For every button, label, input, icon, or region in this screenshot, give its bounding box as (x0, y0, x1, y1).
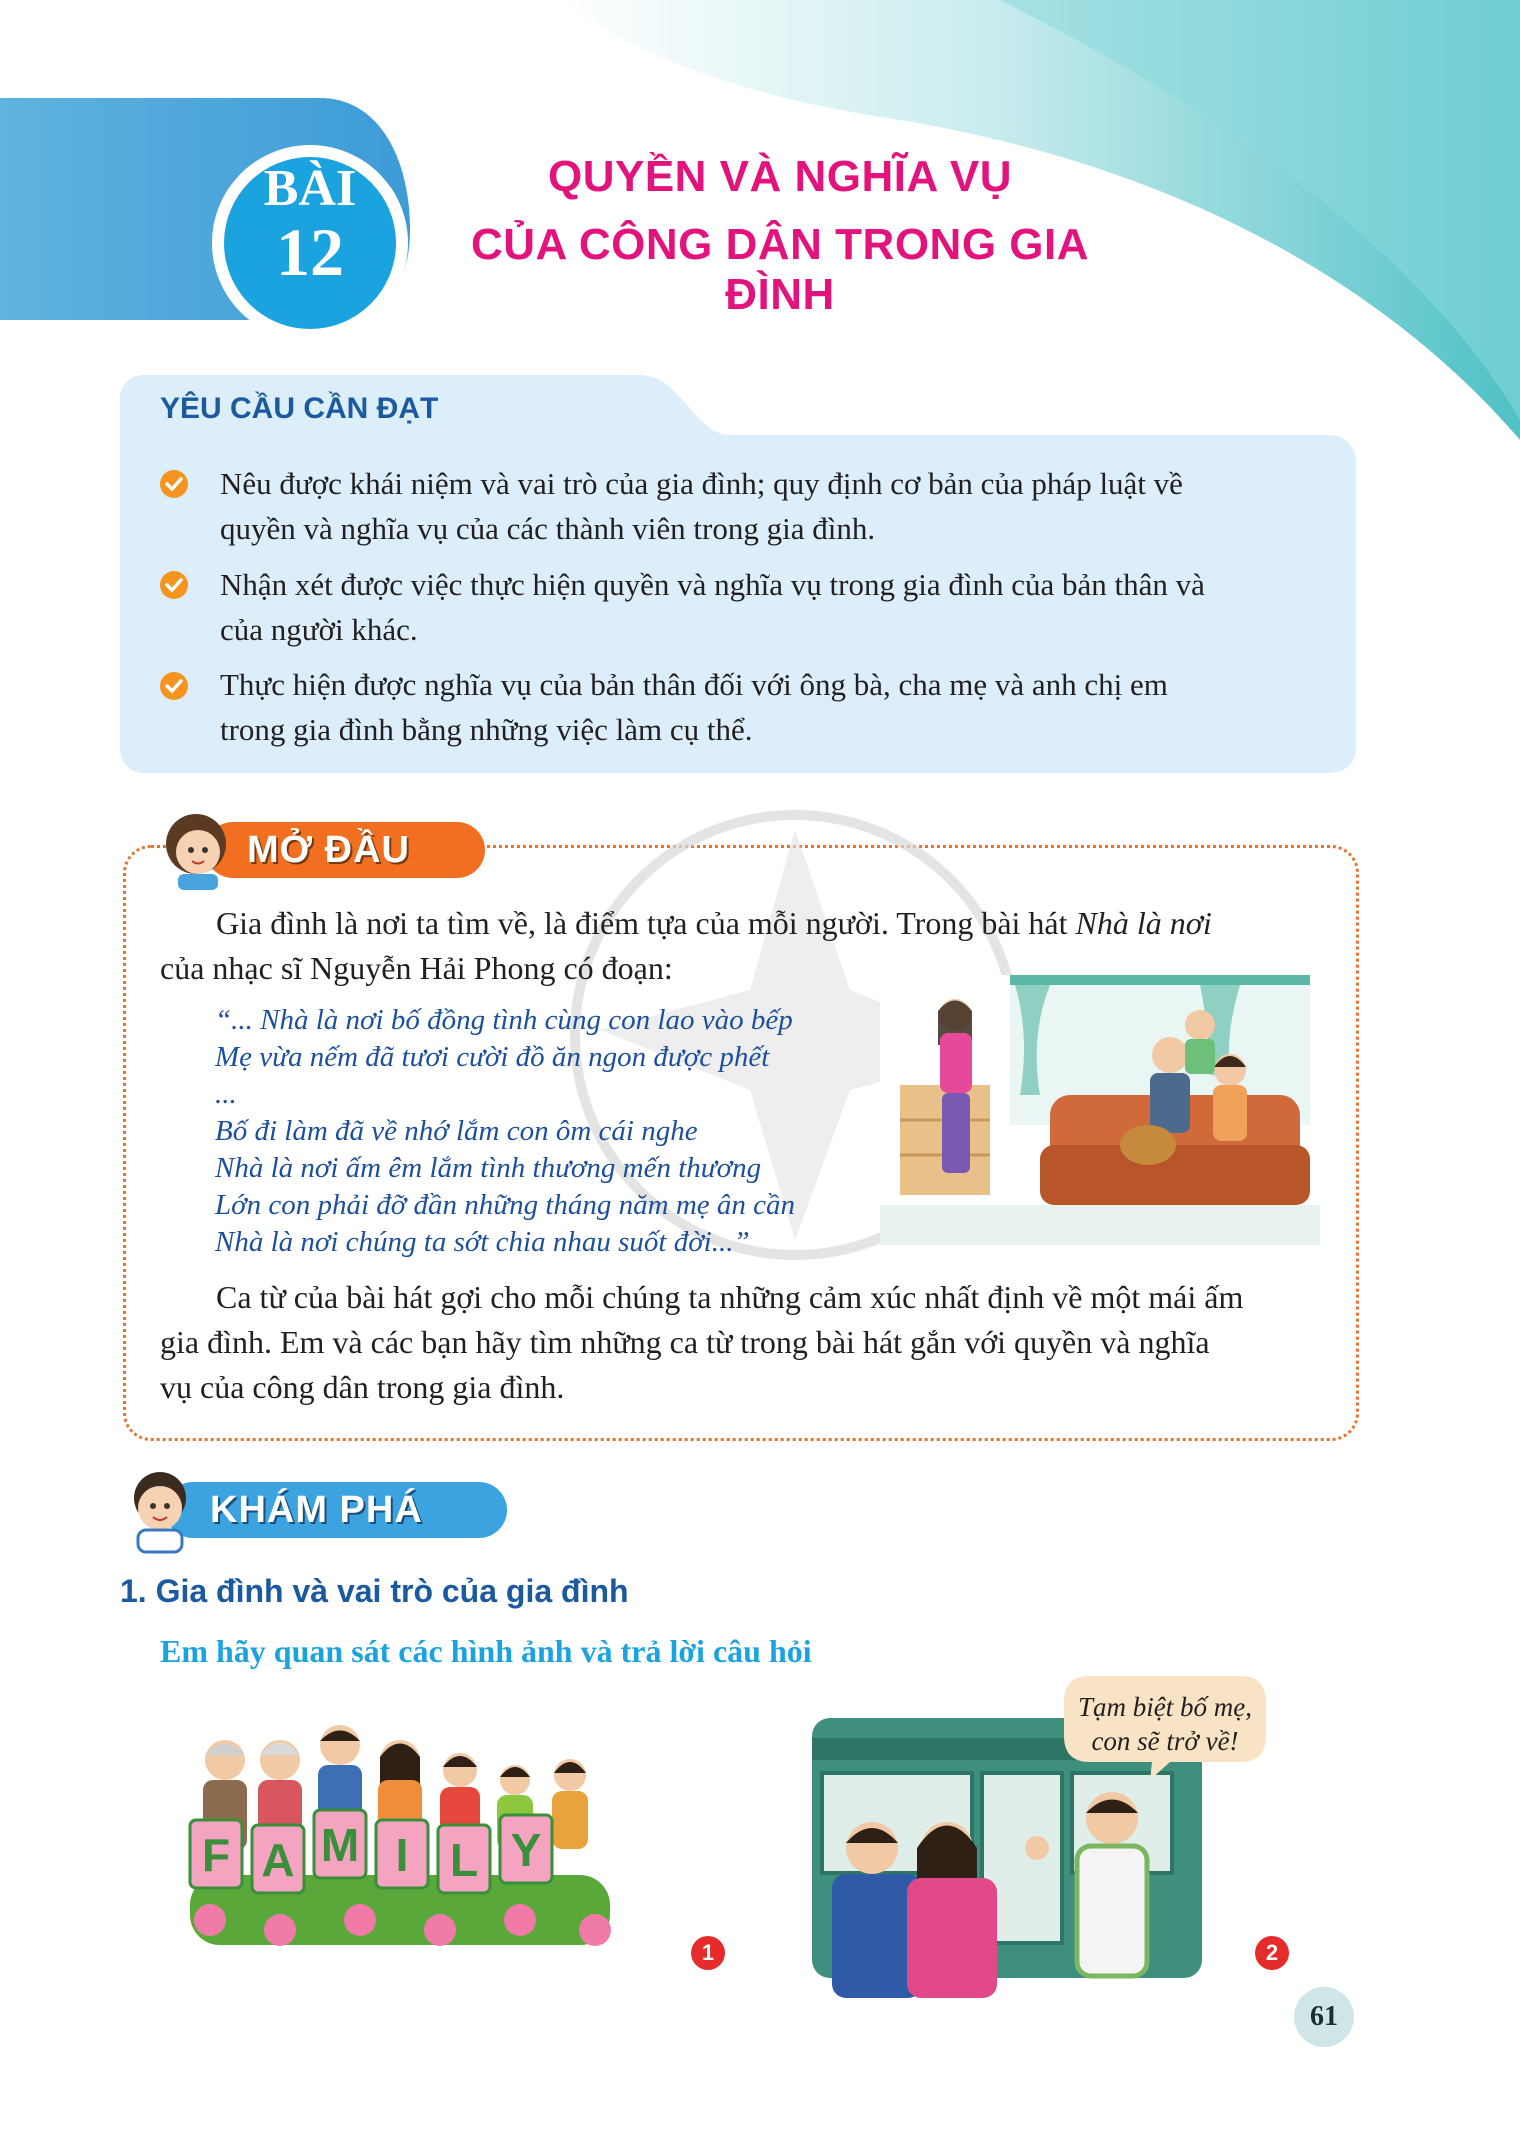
requirement-line: Nhận xét được việc thực hiện quyền và nghĩa vụ trong gia đình của bản thân và (220, 567, 1205, 602)
requirement-line: của người khác. (220, 612, 418, 647)
intro-paragraph-1-line2: của nhạc sĩ Nguyễn Hải Phong có đoạn: (160, 950, 673, 986)
speech-line: con sẽ trở về! (1091, 1726, 1239, 1756)
explore-label: KHÁM PHÁ (210, 1489, 423, 1531)
requirement-item (220, 662, 1320, 752)
requirement-line: Nêu được khái niệm và vai trò của gia đình; quy định cơ bản của pháp luật về (220, 466, 1183, 501)
poem-line: Mẹ vừa nếm đã tươi cười đồ ăn ngon được phết (215, 1041, 770, 1073)
lesson-word: BÀI (263, 160, 357, 217)
poem-line: Nhà là nơi ấm êm lắm tình thương mến thương (215, 1152, 762, 1184)
song-title: Nhà là nơi (1075, 905, 1212, 941)
family-letter: M (320, 1819, 360, 1871)
figure-number-1: 1 (691, 1936, 725, 1970)
family-letter: I (395, 1829, 409, 1881)
poem-line: Nhà là nơi chúng ta sớt chia nhau suốt đời...” (215, 1226, 750, 1258)
requirement-line: quyền và nghĩa vụ của các thành viên trong gia đình. (220, 511, 876, 546)
poem-line: ... (215, 1078, 237, 1110)
boy-mascot-icon (120, 1466, 200, 1554)
explore-label-pill (165, 1482, 507, 1538)
intro-label-pill (205, 822, 485, 878)
lesson-badge (224, 157, 396, 329)
lesson-number: 12 (276, 214, 344, 290)
family-sofa-illustration (880, 975, 1320, 1245)
family-letters-illustration (170, 1715, 630, 1965)
intro-paragraph-2-line2: gia đình. Em và các bạn hãy tìm những ca từ trong bài hát gắn với quyền và nghĩa (160, 1324, 1210, 1360)
figure-number-2: 2 (1255, 1936, 1289, 1970)
intro-label: MỞ ĐẦU (247, 829, 410, 871)
speech-text (1070, 1690, 1260, 1758)
intro-text: Gia đình là nơi ta tìm về, là điểm tựa của mỗi người. Trong bài hát (216, 905, 1076, 941)
family-letter: F (201, 1829, 231, 1881)
observe-prompt: Em hãy quan sát các hình ảnh và trả lời câu hỏi (160, 1633, 812, 1669)
check-icon (160, 470, 188, 498)
requirements-heading: YÊU CẦU CẦN ĐẠT (160, 392, 439, 425)
requirement-item (220, 562, 1320, 652)
requirement-line: Thực hiện được nghĩa vụ của bản thân đối với ông bà, cha mẹ và anh chị em (220, 667, 1168, 702)
poem-line: Bố đi làm đã về nhớ lắm con ôm cái nghe (215, 1115, 698, 1147)
check-icon (160, 672, 188, 700)
title-line-2: CỦA CÔNG DÂN TRONG GIA ĐÌNH (470, 220, 1090, 319)
intro-paragraph-1 (160, 901, 1316, 946)
family-letter: L (449, 1834, 479, 1886)
family-letter: Y (510, 1824, 542, 1876)
page-number: 61 (1294, 1987, 1354, 2047)
poem-line: “... Nhà là nơi bố đồng tình cùng con lao vào bếp (215, 1004, 793, 1036)
section-title: 1. Gia đình và vai trò của gia đình (120, 1573, 629, 1609)
family-letter: A (261, 1834, 295, 1886)
requirement-line: trong gia đình bằng những việc làm cụ thể. (220, 712, 753, 747)
intro-paragraph-2-line3: vụ của công dân trong gia đình. (160, 1369, 565, 1405)
speech-line: Tạm biệt bố mẹ, (1078, 1692, 1252, 1722)
poem-line: Lớn con phải đỡ đần những tháng năm mẹ ân cần (215, 1189, 796, 1221)
check-icon (160, 571, 188, 599)
requirement-item (220, 461, 1320, 551)
title-line-1: QUYỀN VÀ NGHĨA VỤ (547, 152, 1013, 201)
girl-mascot-icon (158, 808, 238, 892)
intro-paragraph-2-line1: Ca từ của bài hát gợi cho mỗi chúng ta những cảm xúc nhất định về một mái ấm (216, 1279, 1244, 1315)
